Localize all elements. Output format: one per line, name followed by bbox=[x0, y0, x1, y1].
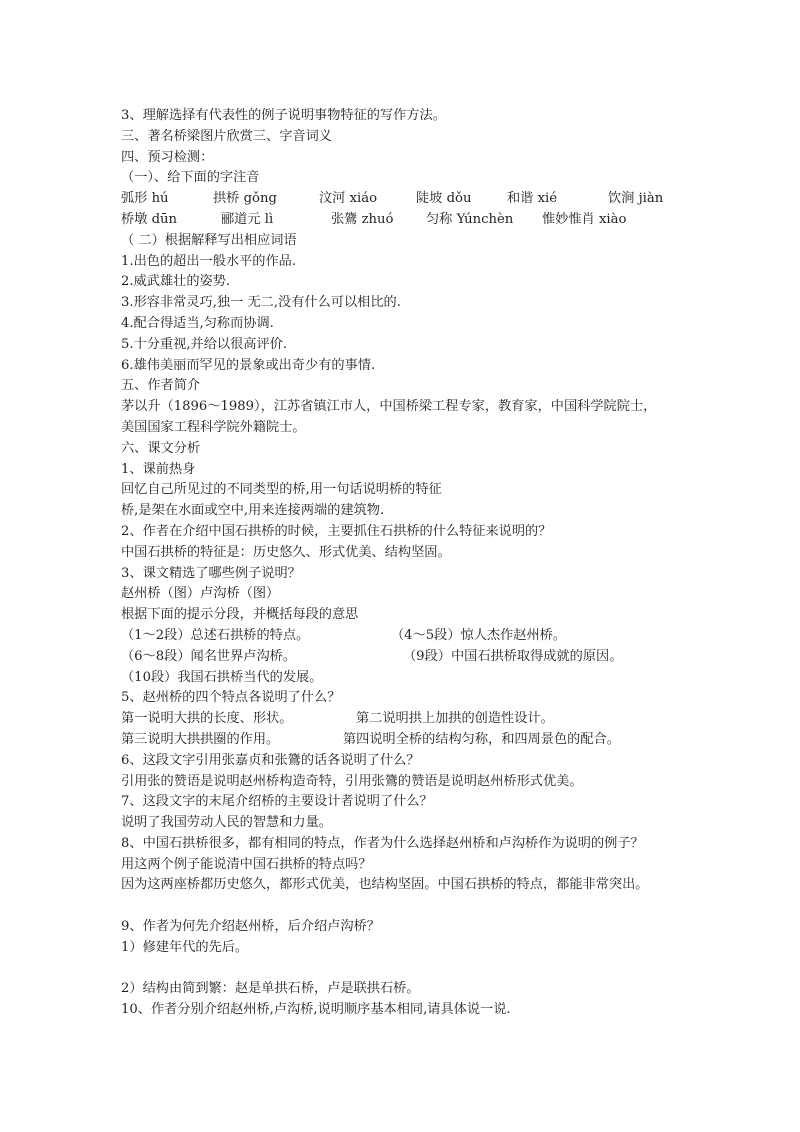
pinyin-item: 和谐 xié bbox=[507, 191, 558, 207]
answer: 引用张的赞语是说明赵州桥构造奇特，引用张鷟的赞语是说明赵州桥形式优美。 bbox=[121, 773, 583, 789]
question: 6、这段文字引用张嘉贞和张鷟的话各说明了什么？ bbox=[121, 752, 420, 768]
pinyin-item: 张鷟 zhuó bbox=[331, 211, 394, 227]
definition-item: 4.配合得适当,匀称而协调. bbox=[121, 315, 274, 331]
pinyin-item: 饮涧 jiàn bbox=[608, 191, 664, 207]
question: 5、赵州桥的四个特点各说明了什么？ bbox=[121, 690, 341, 706]
question: 10、作者分别介绍赵州桥,卢沟桥,说明顺序基本相同,请具体说一说. bbox=[121, 1002, 511, 1018]
section-heading: 六、课文分析 bbox=[121, 440, 201, 456]
section-heading: 五、作者简介 bbox=[121, 378, 201, 394]
segment-item: （4～5段）惊人杰作赵州桥。 bbox=[391, 627, 567, 643]
answer: 第一说明大拱的长度、形状。 bbox=[121, 711, 293, 727]
question: 用这两个例子能说清中国石拱桥的特点吗？ bbox=[121, 856, 372, 872]
answer-row bbox=[121, 709, 721, 730]
segment-item: （6～8段）闻名世界卢沟桥。 bbox=[121, 648, 297, 664]
answer: 1）修建年代的先后。 bbox=[121, 939, 249, 955]
question: 3、课文精选了哪些例子说明？ bbox=[121, 565, 301, 581]
answer: 第三说明大拱拱圈的作用。 bbox=[121, 731, 280, 747]
pinyin-item: 郦道元 lì bbox=[221, 211, 274, 227]
segment-row bbox=[121, 647, 721, 668]
definition-item: 3.形容非常灵巧,独一 无二,没有什么可以相比的. bbox=[121, 295, 401, 311]
author-bio: 茅以升（1896～1989），江苏省镇江市人，中国桥梁工程专家，教育家，中国科学院院士， bbox=[121, 399, 657, 415]
answer: 根据下面的提示分段，并概括每段的意思 bbox=[121, 607, 359, 623]
segment-item: （9段）中国石拱桥取得成就的原因。 bbox=[403, 648, 623, 664]
segment-item: （10段）我国石拱桥当代的发展。 bbox=[121, 669, 323, 685]
answer: 第二说明拱上加拱的创造性设计。 bbox=[356, 711, 554, 727]
definition-item: 6.雄伟美丽而罕见的景象或出奇少有的事情. bbox=[121, 357, 376, 373]
section-heading: 三、著名桥梁图片欣赏三、字音词义 bbox=[121, 128, 332, 144]
answer-row bbox=[121, 730, 721, 751]
subsection-heading: （ 二）根据解释写出相应词语 bbox=[121, 232, 297, 248]
document-page bbox=[121, 106, 721, 1021]
answer: 2）结构由简到繁：赵是单拱石桥，卢是联拱石桥。 bbox=[121, 981, 420, 997]
question: 8、中国石拱桥很多，都有相同的特点，作者为什么选择赵州桥和卢沟桥作为说明的例子？ bbox=[121, 835, 644, 851]
blank-line bbox=[121, 896, 721, 917]
pinyin-item: 桥墩 dūn bbox=[121, 211, 177, 227]
segment-row bbox=[121, 626, 721, 647]
answer: 回忆自己所见过的不同类型的桥,用一句话说明桥的特征 bbox=[121, 482, 442, 498]
pinyin-item: 汶河 xiáo bbox=[319, 191, 378, 207]
pinyin-item: 惟妙惟肖 xiào bbox=[542, 211, 627, 227]
text-line: 3、理解选择有代表性的例子说明事物特征的写作方法。 bbox=[121, 108, 446, 123]
pinyin-row bbox=[121, 210, 721, 231]
question: 9、作者为何先介绍赵州桥，后介绍卢沟桥？ bbox=[121, 919, 380, 935]
answer: 中国石拱桥的特征是：历史悠久、形式优美、结构坚固。 bbox=[121, 544, 451, 560]
question: 1、课前热身 bbox=[121, 461, 196, 477]
question: 2、作者在介绍中国石拱桥的时候，主要抓住石拱桥的什么特征来说明的？ bbox=[121, 523, 552, 539]
definition-item: 2.威武雄壮的姿势. bbox=[121, 274, 231, 290]
subsection-heading: （一）、给下面的字注音 bbox=[121, 170, 260, 186]
definition-item: 5.十分重视,并给以很高评价. bbox=[121, 336, 288, 352]
answer: 第四说明全桥的结构匀称，和四周景色的配合。 bbox=[343, 731, 620, 747]
pinyin-item: 陡坡 dǒu bbox=[416, 191, 472, 207]
section-heading: 四、预习检测： bbox=[121, 149, 214, 165]
author-bio: 美国国家工程科学院外籍院士。 bbox=[121, 419, 306, 435]
definition-item: 1.出色的超出一般水平的作品. bbox=[121, 253, 297, 269]
pinyin-item: 匀称 Yúnchèn bbox=[426, 211, 514, 227]
answer: 说明了我国劳动人民的智慧和力量。 bbox=[121, 815, 332, 831]
pinyin-item: 拱桥 gǒng bbox=[213, 191, 277, 207]
answer: 赵州桥（图）卢沟桥（图） bbox=[121, 586, 280, 602]
answer: 因为这两座桥都历史悠久，都形式优美，也结构坚固。中国石拱桥的特点，都能非常突出。 bbox=[121, 877, 649, 893]
pinyin-item: 弧形 hú bbox=[121, 191, 169, 207]
segment-item: （1～2段）总述石拱桥的特点。 bbox=[121, 627, 310, 643]
answer: 桥,是架在水面或空中,用来连接两端的建筑物. bbox=[121, 503, 385, 519]
question: 7、这段文字的末尾介绍桥的主要设计者说明了什么？ bbox=[121, 794, 433, 810]
pinyin-row bbox=[121, 189, 721, 210]
blank-line bbox=[121, 959, 721, 980]
